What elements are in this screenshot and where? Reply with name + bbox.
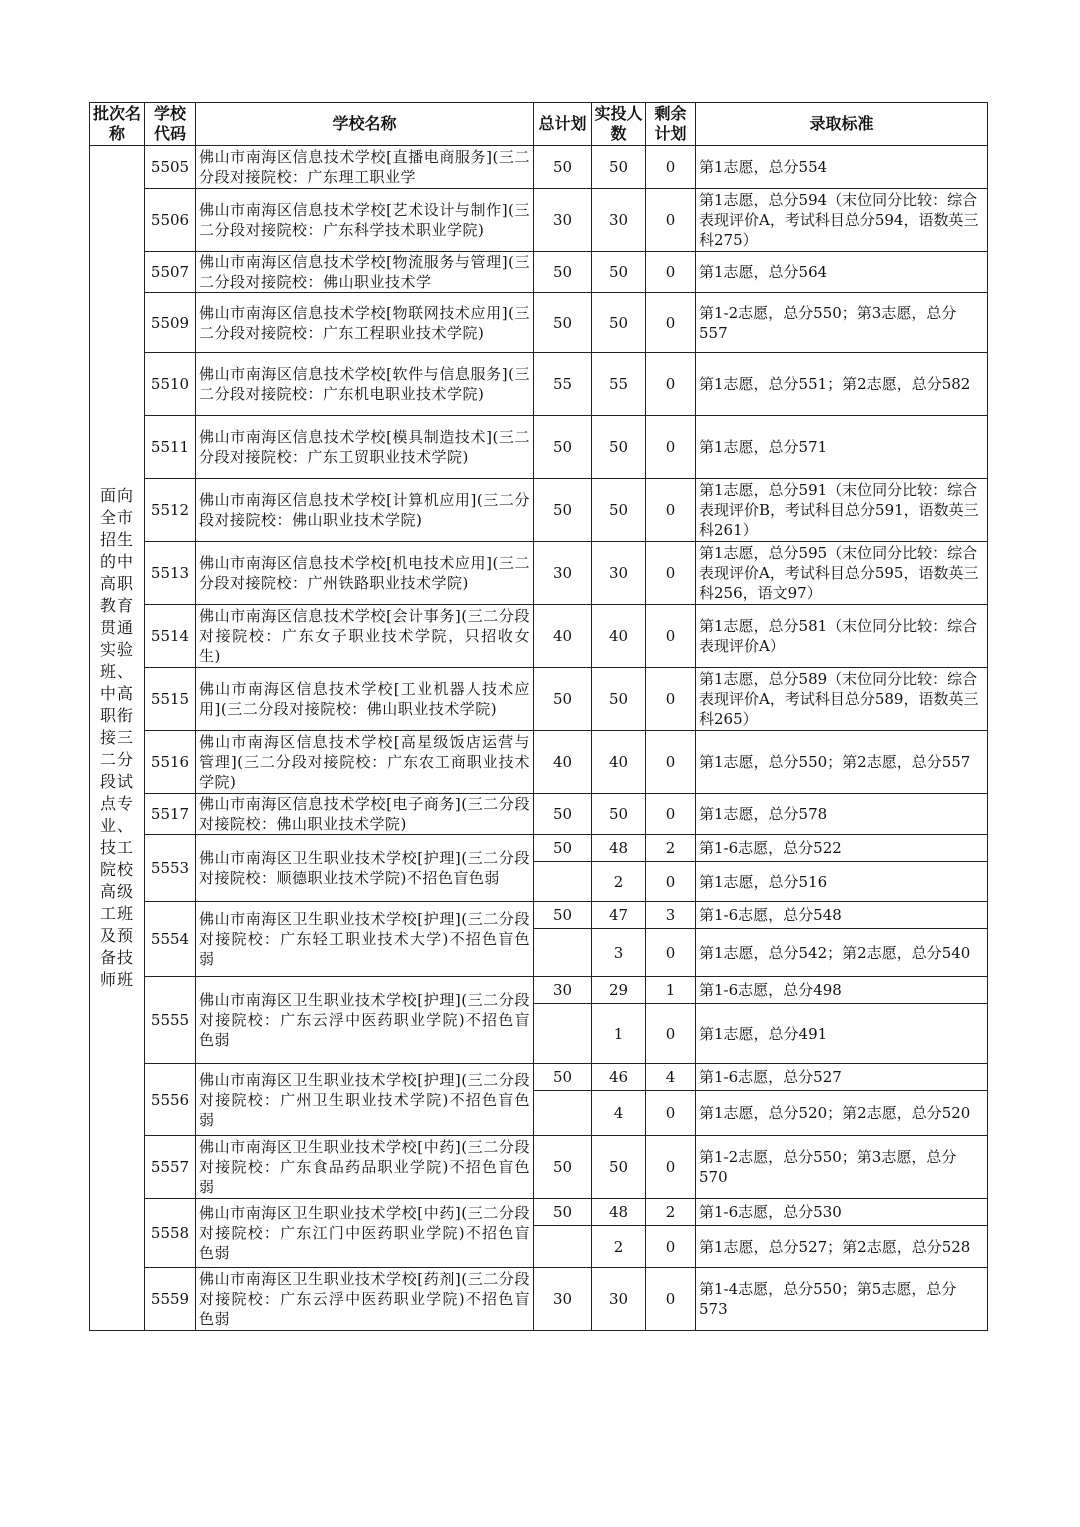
plan-cell — [534, 862, 592, 902]
school-name-cell: 佛山市南海区信息技术学校[机电技术应用](三二分段对接院校：广州铁路职业技术学院) — [196, 542, 534, 605]
actual-cell: 30 — [592, 542, 646, 605]
school-name-cell: 佛山市南海区信息技术学校[物联网技术应用](三二分段对接院校：广东工程职业技术学院) — [196, 293, 534, 353]
school-name-cell: 佛山市南海区卫生职业技术学校[中药](三二分段对接院校：广东食品药品职业学院)不招色盲色弱 — [196, 1136, 534, 1199]
school-name-cell: 佛山市南海区信息技术学校[计算机应用](三二分段对接院校：佛山职业技术学院) — [196, 479, 534, 542]
school-code-cell: 5507 — [145, 252, 196, 293]
school-name-cell: 佛山市南海区信息技术学校[软件与信息服务](三二分段对接院校：广东机电职业技术学院) — [196, 353, 534, 416]
actual-cell: 50 — [592, 146, 646, 189]
school-code-cell: 5558 — [145, 1199, 196, 1268]
plan-cell: 30 — [534, 977, 592, 1004]
actual-cell: 2 — [592, 1226, 646, 1268]
standard-cell: 第1志愿，总分520；第2志愿，总分520 — [696, 1091, 988, 1136]
remain-cell: 3 — [646, 902, 696, 929]
actual-cell: 46 — [592, 1064, 646, 1091]
actual-cell: 50 — [592, 479, 646, 542]
plan-cell: 50 — [534, 1136, 592, 1199]
remain-cell: 0 — [646, 605, 696, 668]
remain-cell: 0 — [646, 929, 696, 977]
plan-cell: 50 — [534, 668, 592, 731]
standard-cell: 第1志愿，总分594（末位同分比较：综合表现评价A，考试科目总分594，语数英三科275） — [696, 189, 988, 252]
standard-cell: 第1志愿，总分571 — [696, 416, 988, 479]
remain-cell: 0 — [646, 1091, 696, 1136]
plan-cell: 50 — [534, 902, 592, 929]
school-code-cell: 5556 — [145, 1064, 196, 1136]
plan-cell — [534, 1226, 592, 1268]
actual-cell: 40 — [592, 605, 646, 668]
plan-cell: 40 — [534, 731, 592, 794]
school-code-cell: 5505 — [145, 146, 196, 189]
standard-cell: 第1志愿，总分554 — [696, 146, 988, 189]
school-code-cell: 5559 — [145, 1268, 196, 1331]
standard-cell: 第1志愿，总分589（末位同分比较：综合表现评价A，考试科目总分589，语数英三科265） — [696, 668, 988, 731]
remain-cell: 0 — [646, 416, 696, 479]
plan-cell: 50 — [534, 146, 592, 189]
school-name-cell: 佛山市南海区信息技术学校[物流服务与管理](三二分段对接院校：佛山职业技术学 — [196, 252, 534, 293]
table-row — [90, 1268, 988, 1331]
plan-cell: 30 — [534, 189, 592, 252]
table-row — [90, 479, 988, 542]
actual-cell: 1 — [592, 1004, 646, 1064]
admission-table — [89, 102, 988, 1331]
plan-cell: 50 — [534, 1064, 592, 1091]
actual-cell: 50 — [592, 1136, 646, 1199]
batch-name-cell: 面向全市招生的中高职教育贯通实验班、中高职衔接三二分段试点专业、技工院校高级工班及预备技师班 — [90, 146, 145, 1331]
standard-cell: 第1-6志愿，总分527 — [696, 1064, 988, 1091]
school-code-cell: 5555 — [145, 977, 196, 1064]
school-name-cell: 佛山市南海区信息技术学校[工业机器人技术应用](三二分段对接院校：佛山职业技术学院) — [196, 668, 534, 731]
remain-cell: 0 — [646, 1004, 696, 1064]
table-row — [90, 1199, 988, 1226]
plan-cell: 50 — [534, 293, 592, 353]
header-standard: 录取标准 — [696, 103, 988, 146]
actual-cell: 55 — [592, 353, 646, 416]
standard-cell: 第1志愿，总分516 — [696, 862, 988, 902]
plan-cell: 30 — [534, 542, 592, 605]
school-name-cell: 佛山市南海区卫生职业技术学校[护理](三二分段对接院校：广东云浮中医药职业学院)不招色盲色弱 — [196, 977, 534, 1064]
school-code-cell: 5514 — [145, 605, 196, 668]
plan-cell: 55 — [534, 353, 592, 416]
actual-cell: 50 — [592, 794, 646, 835]
actual-cell: 50 — [592, 668, 646, 731]
school-code-cell: 5516 — [145, 731, 196, 794]
school-code-cell: 5506 — [145, 189, 196, 252]
plan-cell — [534, 929, 592, 977]
standard-cell: 第1-6志愿，总分548 — [696, 902, 988, 929]
table-row — [90, 353, 988, 416]
standard-cell: 第1志愿，总分542；第2志愿，总分540 — [696, 929, 988, 977]
table-row — [90, 794, 988, 835]
standard-cell: 第1志愿，总分581（末位同分比较：综合表现评价A） — [696, 605, 988, 668]
school-code-cell: 5557 — [145, 1136, 196, 1199]
standard-cell: 第1-6志愿，总分522 — [696, 835, 988, 862]
standard-cell: 第1志愿，总分491 — [696, 1004, 988, 1064]
remain-cell: 0 — [646, 862, 696, 902]
table-row — [90, 146, 988, 189]
plan-cell: 50 — [534, 794, 592, 835]
school-name-cell: 佛山市南海区信息技术学校[模具制造技术](三二分段对接院校：广东工贸职业技术学院) — [196, 416, 534, 479]
standard-cell: 第1-2志愿，总分550；第3志愿，总分557 — [696, 293, 988, 353]
table-row — [90, 1136, 988, 1199]
school-code-cell: 5553 — [145, 835, 196, 902]
school-name-cell: 佛山市南海区信息技术学校[电子商务](三二分段对接院校：佛山职业技术学院) — [196, 794, 534, 835]
header-batch: 批次名称 — [90, 103, 145, 146]
plan-cell — [534, 1004, 592, 1064]
remain-cell: 1 — [646, 977, 696, 1004]
actual-cell: 40 — [592, 731, 646, 794]
school-name-cell: 佛山市南海区信息技术学校[高星级饭店运营与管理](三二分段对接院校：广东农工商职业技术学院) — [196, 731, 534, 794]
actual-cell: 48 — [592, 835, 646, 862]
header-row — [90, 103, 988, 146]
remain-cell: 0 — [646, 731, 696, 794]
standard-cell: 第1志愿，总分550；第2志愿，总分557 — [696, 731, 988, 794]
standard-cell: 第1-2志愿，总分550；第3志愿，总分570 — [696, 1136, 988, 1199]
school-code-cell: 5511 — [145, 416, 196, 479]
school-code-cell: 5554 — [145, 902, 196, 977]
remain-cell: 0 — [646, 252, 696, 293]
plan-cell: 50 — [534, 835, 592, 862]
table-row — [90, 252, 988, 293]
plan-cell — [534, 1091, 592, 1136]
actual-cell: 50 — [592, 293, 646, 353]
standard-cell: 第1-4志愿，总分550；第5志愿，总分573 — [696, 1268, 988, 1331]
remain-cell: 0 — [646, 189, 696, 252]
school-name-cell: 佛山市南海区卫生职业技术学校[护理](三二分段对接院校：顺德职业技术学院)不招色盲色弱 — [196, 835, 534, 902]
actual-cell: 50 — [592, 252, 646, 293]
school-code-cell: 5513 — [145, 542, 196, 605]
plan-cell: 50 — [534, 252, 592, 293]
school-code-cell: 5512 — [145, 479, 196, 542]
remain-cell: 0 — [646, 1136, 696, 1199]
table-row — [90, 902, 988, 929]
actual-cell: 47 — [592, 902, 646, 929]
actual-cell: 50 — [592, 416, 646, 479]
plan-cell: 50 — [534, 416, 592, 479]
remain-cell: 0 — [646, 668, 696, 731]
header-plan: 总计划 — [534, 103, 592, 146]
remain-cell: 0 — [646, 146, 696, 189]
table-row — [90, 668, 988, 731]
remain-cell: 2 — [646, 835, 696, 862]
header-code: 学校代码 — [145, 103, 196, 146]
school-name-cell: 佛山市南海区卫生职业技术学校[护理](三二分段对接院校：广东轻工职业技术大学)不招色盲色弱 — [196, 902, 534, 977]
remain-cell: 0 — [646, 794, 696, 835]
table-body — [90, 146, 988, 1331]
remain-cell: 4 — [646, 1064, 696, 1091]
admission-table-sheet — [89, 102, 987, 1331]
table-row — [90, 977, 988, 1004]
standard-cell: 第1志愿，总分591（末位同分比较：综合表现评价B，考试科目总分591，语数英三科261） — [696, 479, 988, 542]
table-row — [90, 835, 988, 862]
standard-cell: 第1志愿，总分527；第2志愿，总分528 — [696, 1226, 988, 1268]
school-code-cell: 5509 — [145, 293, 196, 353]
table-row — [90, 731, 988, 794]
plan-cell: 40 — [534, 605, 592, 668]
actual-cell: 4 — [592, 1091, 646, 1136]
standard-cell: 第1志愿，总分595（末位同分比较：综合表现评价A，考试科目总分595，语数英三科256，语文97） — [696, 542, 988, 605]
actual-cell: 48 — [592, 1199, 646, 1226]
table-row — [90, 605, 988, 668]
header-name: 学校名称 — [196, 103, 534, 146]
school-name-cell: 佛山市南海区信息技术学校[会计事务](三二分段对接院校：广东女子职业技术学院，只招收女生) — [196, 605, 534, 668]
school-name-cell: 佛山市南海区卫生职业技术学校[中药](三二分段对接院校：广东江门中医药职业学院)不招色盲色弱 — [196, 1199, 534, 1268]
actual-cell: 3 — [592, 929, 646, 977]
standard-cell: 第1志愿，总分578 — [696, 794, 988, 835]
actual-cell: 30 — [592, 189, 646, 252]
remain-cell: 0 — [646, 479, 696, 542]
header-actual: 实投人数 — [592, 103, 646, 146]
school-code-cell: 5515 — [145, 668, 196, 731]
school-code-cell: 5510 — [145, 353, 196, 416]
school-code-cell: 5517 — [145, 794, 196, 835]
plan-cell: 50 — [534, 1199, 592, 1226]
remain-cell: 0 — [646, 353, 696, 416]
standard-cell: 第1-6志愿，总分498 — [696, 977, 988, 1004]
school-name-cell: 佛山市南海区卫生职业技术学校[药剂](三二分段对接院校：广东云浮中医药职业学院)不招色盲色弱 — [196, 1268, 534, 1331]
table-row — [90, 416, 988, 479]
actual-cell: 30 — [592, 1268, 646, 1331]
school-name-cell: 佛山市南海区卫生职业技术学校[护理](三二分段对接院校：广州卫生职业技术学院)不招色盲色弱 — [196, 1064, 534, 1136]
table-row — [90, 293, 988, 353]
school-name-cell: 佛山市南海区信息技术学校[艺术设计与制作](三二分段对接院校：广东科学技术职业学院) — [196, 189, 534, 252]
remain-cell: 0 — [646, 293, 696, 353]
standard-cell: 第1-6志愿，总分530 — [696, 1199, 988, 1226]
header-remain: 剩余计划 — [646, 103, 696, 146]
actual-cell: 2 — [592, 862, 646, 902]
table-row — [90, 542, 988, 605]
remain-cell: 2 — [646, 1199, 696, 1226]
remain-cell: 0 — [646, 1268, 696, 1331]
plan-cell: 30 — [534, 1268, 592, 1331]
plan-cell: 50 — [534, 479, 592, 542]
standard-cell: 第1志愿，总分564 — [696, 252, 988, 293]
school-name-cell: 佛山市南海区信息技术学校[直播电商服务](三二分段对接院校：广东理工职业学 — [196, 146, 534, 189]
table-row — [90, 189, 988, 252]
actual-cell: 29 — [592, 977, 646, 1004]
remain-cell: 0 — [646, 1226, 696, 1268]
table-row — [90, 1064, 988, 1091]
remain-cell: 0 — [646, 542, 696, 605]
standard-cell: 第1志愿，总分551；第2志愿，总分582 — [696, 353, 988, 416]
